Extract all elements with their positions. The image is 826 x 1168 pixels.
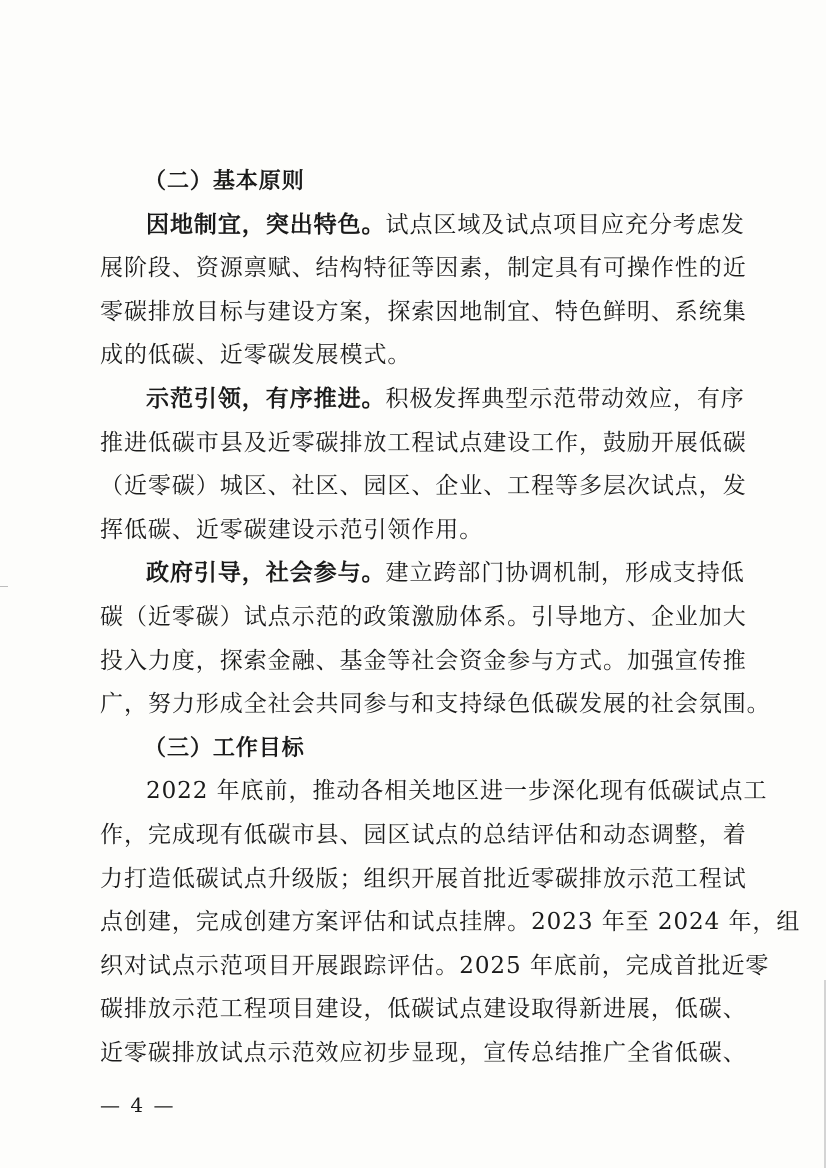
paragraph-line: 成的低碳、近零碳发展模式。 [100,342,412,369]
paragraph-line: 碳（近零碳）试点示范的政策激励体系。引导地方、企业加大 [100,603,747,630]
document-body [100,160,801,1075]
paragraph-line [100,378,745,422]
paragraph-lead-bold: 因地制宜，突出特色。 [146,211,386,238]
paragraph-line: 近零碳排放试点示范效应初步显现，宣传总结推广全省低碳、 [100,1039,747,1066]
paragraph-line: 零碳排放目标与建设方案，探索因地制宜、特色鲜明、系统集 [100,298,747,325]
paragraph-lead-bold: 示范引领，有序推进。 [146,385,386,412]
paragraph-text: 积极发挥典型示范带动效应，有序 [385,385,745,412]
paragraph-line: （近零碳）城区、社区、园区、企业、工程等多层次试点，发 [100,473,747,500]
section-heading-principles: （二）基本原则 [144,169,305,194]
page-number: — 4 — [100,1093,176,1117]
paragraph-line [100,552,745,596]
paragraph-line: 织对试点示范项目开展跟踪评估。2025 年底前，完成首批近零 [100,952,770,979]
paragraph-line: 力打造低碳试点升级版；组织开展首批近零碳排放示范工程试 [100,865,747,892]
paragraph-line: 点创建，完成创建方案评估和试点挂牌。2023 年至 2024 年，组 [100,909,801,936]
paragraph-line: 推进低碳市县及近零碳排放工程试点建设工作，鼓励开展低碳 [100,429,747,456]
paragraph-line: 2022 年底前，推动各相关地区进一步深化现有低碳试点工 [146,778,768,805]
paragraph-line: 作，完成现有低碳市县、园区试点的总结评估和动态调整，着 [100,821,747,848]
paragraph-line: 投入力度，探索金融、基金等社会资金参与方式。加强宣传推 [100,647,747,674]
paragraph-line: 碳排放示范工程项目建设，低碳试点建设取得新进展，低碳、 [100,996,747,1023]
paragraph-line: 广，努力形成全社会共同参与和支持绿色低碳发展的社会氛围。 [100,691,771,718]
paragraph-text: 建立跨部门协调机制，形成支持低 [385,560,745,587]
section-heading-goals: （三）工作目标 [144,735,305,761]
scan-margin-mark [0,586,8,587]
paragraph-lead-bold: 政府引导，社会参与。 [146,560,386,587]
paragraph-line: 挥低碳、近零碳建设示范引领作用。 [100,516,484,543]
paragraph-line [100,204,745,248]
paragraph-line: 展阶段、资源禀赋、结构特征等因素，制定具有可操作性的近 [100,255,747,282]
paragraph-text: 试点区域及试点项目应充分考虑发 [385,211,745,238]
